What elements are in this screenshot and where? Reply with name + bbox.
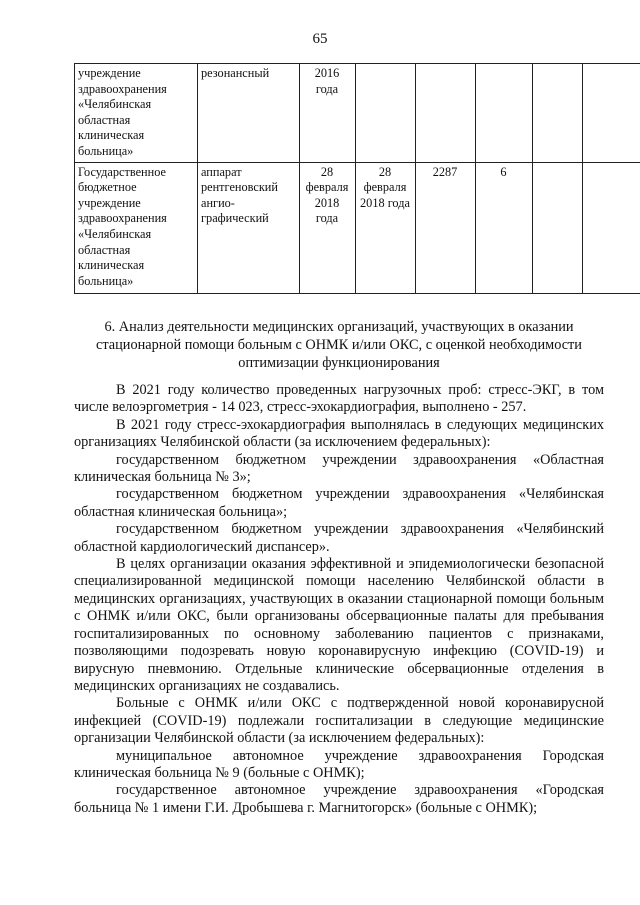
cell-organization: Государственное бюджетное учреждение здравоохранения «Челябинская областная клиническая больница»: [75, 162, 198, 293]
cell-empty: [533, 162, 583, 293]
paragraph: государственном бюджетном учреждении здравоохранения «Челябинский областной кардиологический диспансер».: [74, 521, 604, 555]
section-heading: 6. Анализ деятельности медицинских организаций, участвующих в оказании стационарной помощи больным с ОНМК и/или ОКС, с оценкой необходимости оптимизации функционирования: [96, 319, 582, 371]
cell-organization: учреждение здравоохранения «Челябинская областная клиническая больница»: [75, 64, 198, 163]
paragraph: Больные с ОНМК и/или ОКС с подтвержденной новой коронавирусной инфекцией (COVID-19) подлежали госпитализации в следующие медицинские организации Челябинской области (за исключением федеральных):: [74, 695, 604, 747]
body-text: [74, 382, 604, 817]
page-number: 65: [312, 31, 328, 47]
cell-equipment: резонансный: [198, 64, 300, 163]
cell-equipment: аппарат рентгеновский ангио-графический: [198, 162, 300, 293]
cell-count: [476, 64, 533, 163]
table-row: [75, 64, 640, 163]
paragraph: В 2021 году стресс-эхокардиография выполнялась в следующих медицинских организациях Челябинской области (за исключением федеральных):: [74, 416, 604, 451]
cell-date: 2016 года: [300, 64, 356, 163]
cell-empty: [583, 64, 640, 163]
paragraph: государственном бюджетном учреждении здравоохранения «Челябинская областная клиническая больница»;: [74, 486, 604, 520]
equipment-table: [74, 63, 640, 294]
paragraph: В целях организации оказания эффективной и эпидемиологически безопасной специализированной медицинской помощи населению Челябинской области в медицинских организациях, участвующих в оказании стационарной помощи больным с ОНМК и/или ОКС, были организованы обсервационные палаты для пребывания госпитализированных по основному заболеванию пациентов с признаками, позволяющими подозревать новую коронавирусную инфекцию (COVID-19) и вирусную пневмонию. Отдельные клинические обсервационные отделения в медицинских организациях не создавались.: [74, 556, 604, 694]
paragraph: муниципальное автономное учреждение здравоохранения Городская клиническая больница № 9 (больные с ОНМК);: [74, 747, 604, 781]
paragraph: государственном бюджетном учреждении здравоохранения «Областная клиническая больница № 3»;: [74, 451, 604, 486]
table-row: [75, 162, 640, 293]
cell-count: 2287: [416, 162, 476, 293]
cell-count: 6: [476, 162, 533, 293]
cell-count: [416, 64, 476, 163]
cell-date: 28 февраля 2018 года: [300, 162, 356, 293]
cell-empty: [583, 162, 640, 293]
paragraph: государственное автономное учреждение здравоохранения «Городская больница № 1 имени Г.И. Дробышева г. Магнитогорск» (больные с ОНМК);: [74, 782, 604, 816]
cell-empty: [533, 64, 583, 163]
cell-date: [356, 64, 416, 163]
cell-date: 28 февраля 2018 года: [356, 162, 416, 293]
paragraph: В 2021 году количество проведенных нагрузочных проб: стресс-ЭКГ, в том числе велоэргометрия - 14 023, стресс-эхокардиография, выполнено - 257.: [74, 382, 604, 416]
